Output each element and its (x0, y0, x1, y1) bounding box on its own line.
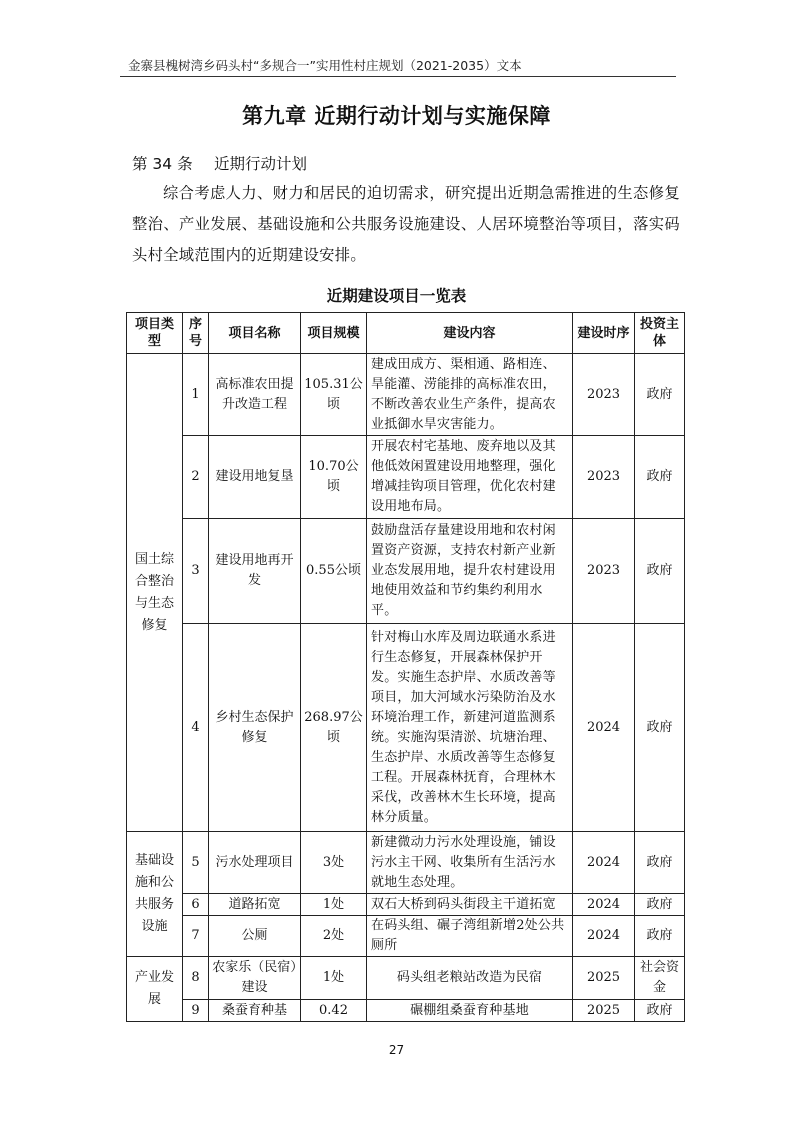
row-scale: 268.97公顷 (301, 624, 367, 832)
header-investor: 投资主体 (635, 313, 685, 354)
row-name: 建设用地复垦 (209, 436, 301, 519)
row-content: 新建微动力污水处理设施，铺设污水主干网、收集所有生活污水就地生态处理。 (367, 832, 573, 894)
row-no: 8 (183, 957, 209, 1000)
row-content: 建成田成方、渠相通、路相连、旱能灌、涝能排的高标准农田，不断改善农业生产条件，提高农业抵御水旱灾害能力。 (367, 354, 573, 436)
table-row (127, 1000, 685, 1022)
table-row (127, 894, 685, 916)
row-investor: 政府 (635, 436, 685, 519)
row-content: 鼓励盘活存量建设用地和农村闲置资产资源，支持农村新产业新业态发展用地，提升农村建设用地使用效益和节约集约利用水平。 (367, 519, 573, 624)
row-name: 农家乐（民宿）建设 (209, 957, 301, 1000)
header-no: 序号 (183, 313, 209, 354)
row-investor: 政府 (635, 519, 685, 624)
row-scale: 3处 (301, 832, 367, 894)
body-paragraph: 综合考虑人力、财力和居民的迫切需求，研究提出近期急需推进的生态修复整治、产业发展、基础设施和公共服务设施建设、人居环境整治等项目，落实码头村全域范围内的近期建设安排。 (132, 184, 680, 264)
row-content: 双石大桥到码头街段主干道拓宽 (367, 894, 573, 916)
row-no: 7 (183, 916, 209, 957)
row-scale: 1处 (301, 894, 367, 916)
row-year: 2025 (573, 1000, 635, 1022)
row-scale: 105.31公顷 (301, 354, 367, 436)
row-no: 1 (183, 354, 209, 436)
table-row (127, 354, 685, 436)
row-scale: 2处 (301, 916, 367, 957)
header-year: 建设时序 (573, 313, 635, 354)
page-number: 27 (388, 1043, 405, 1057)
row-name: 公厕 (209, 916, 301, 957)
row-no: 2 (183, 436, 209, 519)
row-investor: 政府 (635, 894, 685, 916)
chapter-title: 第九章 近期行动计划与实施保障 (242, 104, 551, 128)
article-heading (132, 152, 307, 174)
row-scale: 0.42 (301, 1000, 367, 1022)
table-row (127, 436, 685, 519)
row-investor: 政府 (635, 916, 685, 957)
table-row (127, 957, 685, 1000)
row-year: 2023 (573, 354, 635, 436)
row-name: 乡村生态保护修复 (209, 624, 301, 832)
row-name: 高标准农田提升改造工程 (209, 354, 301, 436)
row-year: 2024 (573, 916, 635, 957)
running-header: 金寨县槐树湾乡码头村“多规合一”实用性村庄规划（2021-2035）文本 (128, 58, 522, 73)
header-name: 项目名称 (209, 313, 301, 354)
row-name: 污水处理项目 (209, 832, 301, 894)
row-name: 道路拓宽 (209, 894, 301, 916)
header-type: 项目类型 (127, 313, 183, 354)
row-scale: 10.70公顷 (301, 436, 367, 519)
row-no: 3 (183, 519, 209, 624)
article-title: 近期行动计划 (214, 155, 308, 173)
row-no: 6 (183, 894, 209, 916)
table-title: 近期建设项目一览表 (326, 287, 467, 305)
row-year: 2025 (573, 957, 635, 1000)
row-year: 2023 (573, 436, 635, 519)
row-no: 5 (183, 832, 209, 894)
group-type: 基础设施和公共服务设施 (127, 832, 183, 957)
row-no: 4 (183, 624, 209, 832)
row-name: 建设用地再开发 (209, 519, 301, 624)
table-row (127, 624, 685, 832)
header-content: 建设内容 (367, 313, 573, 354)
header-divider (120, 76, 676, 77)
group-type: 产业发展 (127, 957, 183, 1022)
row-investor: 政府 (635, 624, 685, 832)
article-number: 第 34 条 (132, 155, 193, 173)
table-row (127, 519, 685, 624)
row-investor: 政府 (635, 832, 685, 894)
header-scale: 项目规模 (301, 313, 367, 354)
row-year: 2024 (573, 832, 635, 894)
row-content: 在码头组、碾子湾组新增2处公共厕所 (367, 916, 573, 957)
row-year: 2023 (573, 519, 635, 624)
row-content: 开展农村宅基地、废弃地以及其他低效闲置建设用地整理，强化增减挂钩项目管理，优化农村建设用地布局。 (367, 436, 573, 519)
row-investor: 政府 (635, 354, 685, 436)
row-content: 针对梅山水库及周边联通水系进行生态修复，开展森林保护开发。实施生态护岸、水质改善等项目，加大河域水污染防治及水环境治理工作，新建河道监测系统。实施沟渠清淤、坑塘治理、生态护岸、水质改善等生态修复工程。开展森林抚育，合理林木采伐，改善林木生长环境，提高林分质量。 (367, 624, 573, 832)
row-no: 9 (183, 1000, 209, 1022)
row-investor: 社会资金 (635, 957, 685, 1000)
row-year: 2024 (573, 624, 635, 832)
row-year: 2024 (573, 894, 635, 916)
group-type: 国土综合整治与生态修复 (127, 354, 183, 832)
row-name: 桑蚕育种基 (209, 1000, 301, 1022)
table-row (127, 916, 685, 957)
row-investor: 政府 (635, 1000, 685, 1022)
row-content: 码头组老粮站改造为民宿 (367, 957, 573, 1000)
row-scale: 0.55公顷 (301, 519, 367, 624)
project-table (126, 312, 685, 1022)
table-row (127, 832, 685, 894)
row-content: 碾棚组桑蚕育种基地 (367, 1000, 573, 1022)
table-header-row (127, 313, 685, 354)
row-scale: 1处 (301, 957, 367, 1000)
